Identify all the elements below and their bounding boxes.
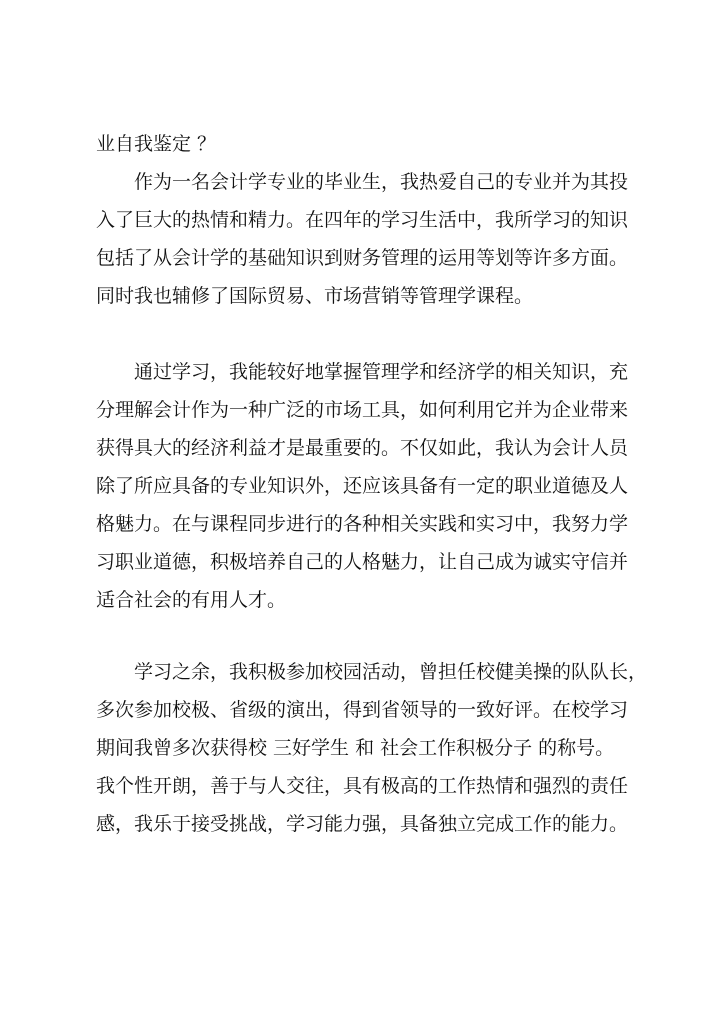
paragraph-line: 入了巨大的热情和精力。在四年的学习生活中，我所学习的知识 [96,209,629,231]
paragraph-line: 获得具大的经济利益才是最重要的。不仅如此，我认为会计人员 [96,437,629,459]
document-heading: 业自我鉴定 ？ [96,133,217,155]
paragraph-line: 多次参加校极、省级的演出，得到省领导的一致好评。在校学习 [96,699,629,721]
paragraph-line: 感，我乐于接受挑战，学习能力强，具备独立完成工作的能力。 [96,813,629,835]
paragraph-line: 我个性开朗，善于与人交往，具有极高的工作热情和强烈的责任 [96,775,629,797]
paragraph-line: 分理解会计作为一种广泛的市场工具，如何利用它并为企业带来 [96,399,629,421]
paragraph-line: 同时我也辅修了国际贸易、市场营销等管理学课程。 [96,285,534,307]
paragraph-line: 适合社会的有用人才。 [96,589,287,611]
paragraph-line: 包括了从会计学的基础知识到财务管理的运用等划等许多方面。 [96,247,629,269]
paragraph-line: 除了所应具备的专业知识外，还应该具备有一定的职业道德及人 [96,475,629,497]
paragraph-line: 习职业道德，积极培养自己的人格魅力，让自己成为诚实守信并 [96,551,629,573]
paragraph-line: 格魅力。在与课程同步进行的各种相关实践和实习中，我努力学 [96,513,629,535]
paragraph-line: 学习之余，我积极参加校园活动，曾担任校健美操的队队长， [134,661,648,683]
paragraph-line: 期间我曾多次获得校 三好学生 和 社会工作积极分子 的称号。 [96,737,615,759]
paragraph-line: 作为一名会计学专业的毕业生，我热爱自己的专业并为其投 [134,171,629,193]
paragraph-line: 通过学习，我能较好地掌握管理学和经济学的相关知识，充 [134,361,629,383]
